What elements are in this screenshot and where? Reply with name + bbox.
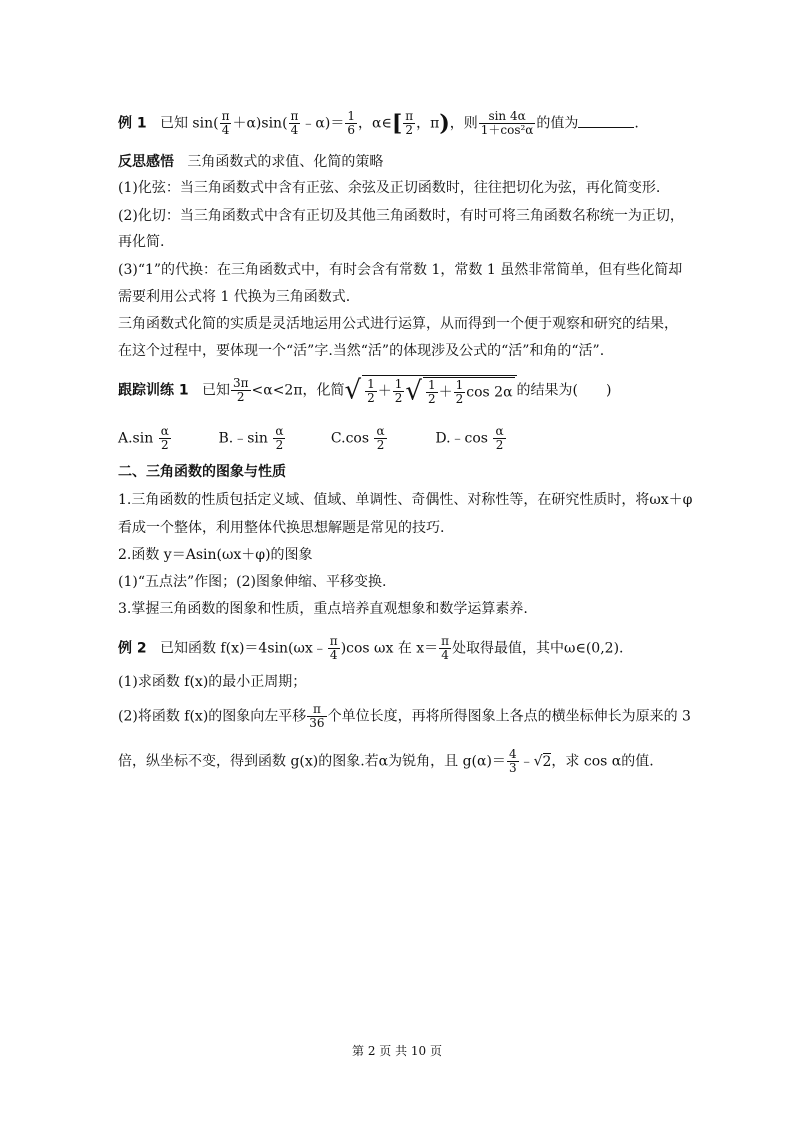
text: ＋α)sin( [232,115,288,132]
text: 的值为 [536,115,579,132]
text-line: (3)“1”的代换：在三角函数式中，有时会含有常数 1，常数 1 虽然非常简单，但有些化简却 [118,262,683,278]
fraction: $\frac{\pi}{4}$ [221,109,230,137]
text-line: 看成一个整体，利用整体代换思想解题是常见的技巧. [118,520,445,536]
text: ，π [416,115,440,132]
fraction: $\frac{\pi}{36}$ [309,702,325,730]
text-line: 在这个过程中，要体现一个“活”字.当然“活”的体现涉及公式的“活”和角的“活”. [118,343,605,359]
fraction: $\frac{\pi}{4}$ [441,634,450,662]
text-line: 1.三角函数的性质包括定义域、值域、单调性、奇偶性、对称性等，在研究性质时，将ωx＋φ [118,492,693,508]
text-line: (2)化切：当三角函数式中含有正切及其他三角函数时，有时可将三角函数名称统一为正切， [118,208,684,224]
reflection-label: 反思感悟 [118,154,174,170]
reflection-title: 三角函数式的求值、化简的策略 [187,154,384,170]
text-line: 三角函数式化简的实质是灵活地运用公式进行运算，从而得到一个便于观察和研究的结果， [118,316,678,332]
right-bracket: ) [439,110,450,137]
reflection-heading [118,152,383,172]
left-bracket: [ [391,110,403,137]
option-d: D.﹣cos $\frac{\alpha}{2}$ [435,424,504,452]
fraction: $\frac{3\pi}{2}$ [232,376,249,404]
option-b: B.﹣sin $\frac{\alpha}{2}$ [218,424,284,452]
text-line: 再化简. [118,234,165,250]
radical-sign: √ [344,375,362,406]
text-line: (1)“五点法”作图；(2)图象伸缩、平移变换. [118,574,387,590]
text: ，则 [449,115,478,132]
question-2-continued: 倍，纵坐标不变，得到函数 g(x)的图象.若α为锐角，且 g(α)＝ $\frac{4}{3}$ ﹣√2，求 cos α的值. [118,747,654,775]
practice-label: 跟踪训练 1 [118,382,189,399]
nested-radical: $\frac{1}{2}$ ＋ $\frac{1}{2}$ √ $\frac{1}{2}$ ＋ $\frac{1}{2}$ cos 2α [362,375,516,406]
example-2-label: 例 2 [118,640,147,657]
text-line: 3.掌握三角函数的图象和性质，重点培养直观想象和数学运算素养. [118,601,528,617]
answer-blank [578,115,634,128]
option-a: A.sin $\frac{\alpha}{2}$ [118,424,169,452]
text-line: (1)化弦：当三角函数式中含有正弦、余弦及正切函数时，往往把切化为弦，再化简变形. [118,180,661,196]
fraction: $\frac{\pi}{4}$ [290,109,299,137]
example-1: 例 1 已知 sin( $\frac{\pi}{4}$ ＋α)sin( $\frac{\pi}{4}$ ﹣α)＝ $\frac{1}{6}$ ，α∈[ $\frac{\pi}{2}$ ，π)，则 $\frac{\sin 4\alpha}{\text{1＋cos²α}}$ 的值为 . [118,109,639,137]
example-1-label: 例 1 [118,115,147,132]
fraction: $\frac{4}{3}$ [508,747,517,775]
example-2: 例 2 已知函数 f(x)＝4sin(ωx﹣ $\frac{\pi}{4}$ )cos ωx 在 x＝ $\frac{\pi}{4}$ 处取得最值，其中ω∈(0,2). [118,634,624,662]
text: ，α∈ [357,115,392,132]
page-footer: 第 2 页 共 10 页 [352,1044,442,1058]
fraction: $\frac{\sin 4\alpha}{\text{1＋cos²α}}$ [480,109,534,137]
practice-1: 跟踪训练 1 已知 $\frac{3\pi}{2}$ <α<2π，化简√ $\frac{1}{2}$ ＋ $\frac{1}{2}$ √ $\frac{1}{2}$ ＋ $\frac{1}{2}$ cos 2α 的结果为( ) [118,375,612,407]
fraction: $\frac{1}{6}$ [347,109,355,137]
fraction: $\frac{\pi}{2}$ [405,109,414,137]
section-title: 二、三角函数的图象与性质 [118,464,286,480]
option-c: C.cos $\frac{\alpha}{2}$ [330,424,385,452]
text: 已知 sin( [159,115,219,132]
text: ﹣α)＝ [301,115,345,132]
options-row [118,425,535,452]
text-line: 需要利用公式将 1 代换为三角函数式. [118,289,351,305]
question-2: (2)将函数 f(x)的图象向左平移 $\frac{\pi}{36}$ 个单位长度，再将所得图象上各点的横坐标伸长为原来的 3 [118,702,691,730]
question-1: (1)求函数 f(x)的最小正周期； [118,674,307,690]
fraction: $\frac{\pi}{4}$ [329,634,338,662]
text-line: 2.函数 y＝Asin(ωx＋φ)的图象 [118,547,313,563]
